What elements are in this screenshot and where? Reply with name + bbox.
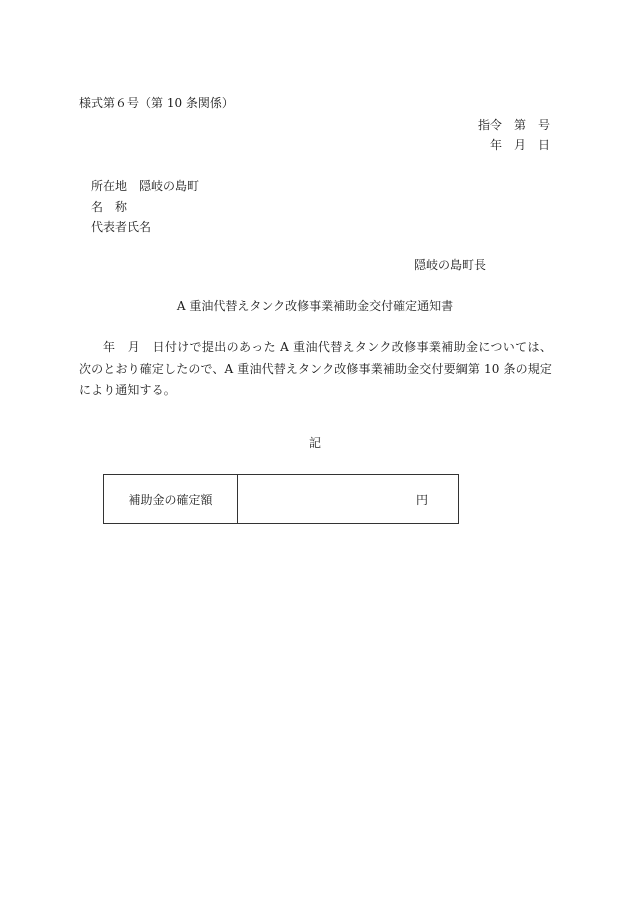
amount-unit: 円 — [415, 492, 428, 507]
directive-number: 指令 第 号 — [477, 118, 550, 132]
issue-date: 年 月 日 — [489, 138, 550, 152]
addressee-location: 所在地 隠岐の島町 — [91, 179, 200, 193]
document-title: A 重油代替えタンク改修事業補助金交付確定通知書 — [176, 299, 454, 313]
addressee-name: 名 称 — [91, 199, 128, 214]
ki-heading: 記 — [308, 436, 321, 450]
amount-value-cell — [238, 475, 458, 523]
amount-table — [103, 474, 459, 524]
form-number: 様式第６号（第 10 条関係） — [79, 96, 234, 110]
issuer: 隠岐の島町長 — [413, 258, 486, 272]
amount-label-cell — [104, 475, 238, 523]
amount-label: 補助金の確定額 — [128, 492, 213, 507]
addressee-representative: 代表者氏名 — [91, 220, 152, 234]
body-paragraph: 年 月 日付けで提出のあった A 重油代替えタンク改修事業補助金については、次のとおり確定したので、A 重油代替えタンク改修事業補助金交付要綱第 10 条の規定により通知する。 — [79, 340, 552, 397]
addressee-block — [91, 180, 199, 242]
